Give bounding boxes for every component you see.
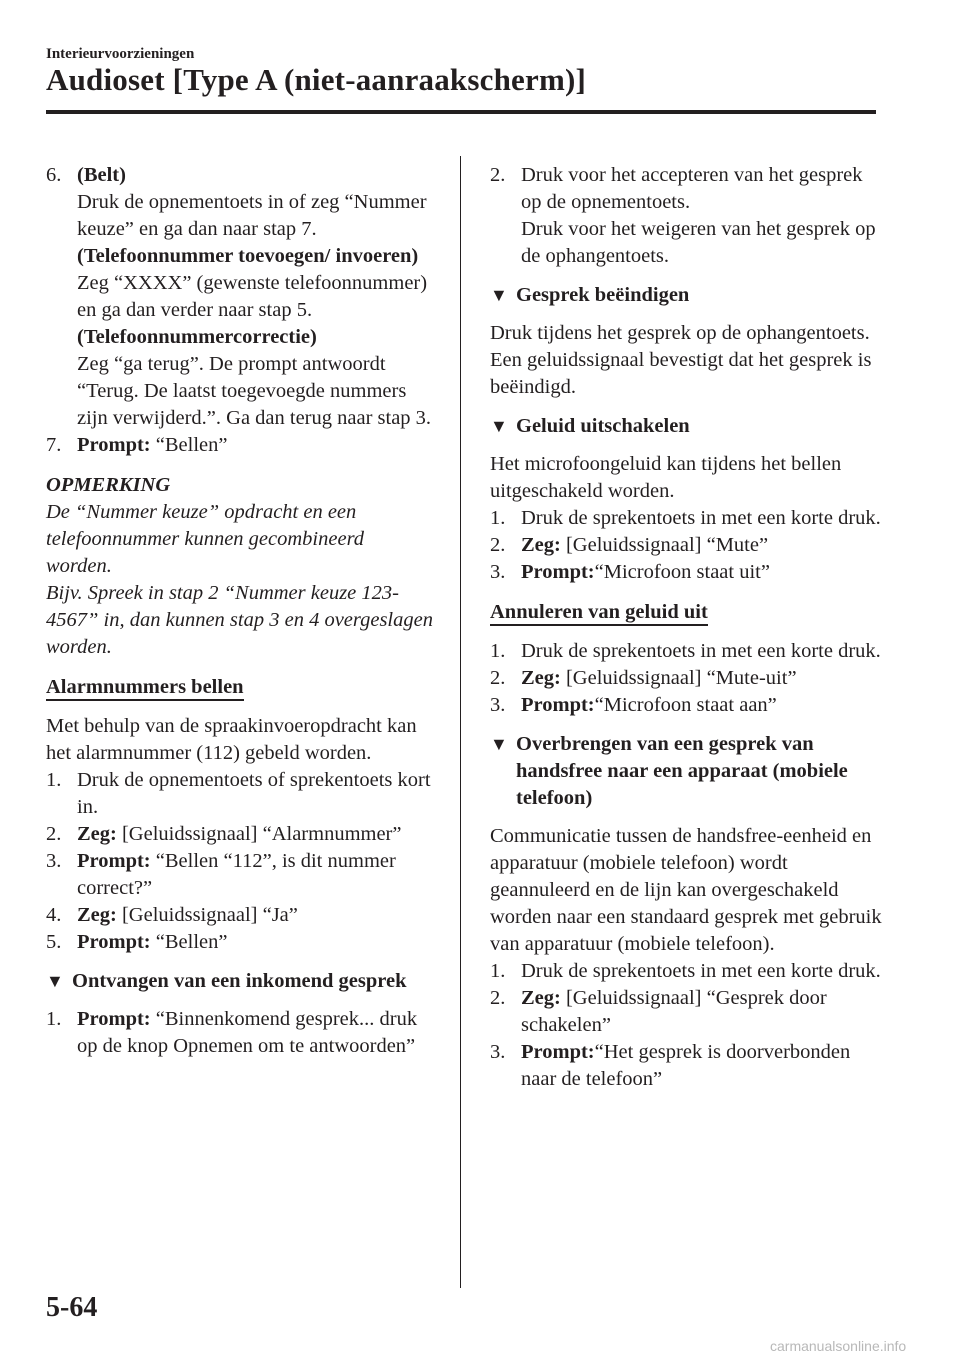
list-item	[490, 665, 882, 692]
list-item	[490, 638, 882, 665]
list-item	[46, 902, 434, 929]
alarm-steps-list	[46, 767, 434, 956]
step-number: 3.	[490, 694, 506, 716]
alarm-numbers-heading: Alarmnummers bellen	[46, 675, 244, 701]
step-number: 2.	[490, 987, 506, 1009]
list-item	[46, 848, 434, 902]
step-text: [Geluidssignaal] “Gesprek door schakelen”	[521, 987, 827, 1036]
list-item	[490, 692, 882, 719]
unmute-heading: Annuleren van geluid uit	[490, 600, 708, 626]
step-label: Prompt:	[77, 931, 151, 953]
end-call-heading	[490, 282, 882, 309]
right-column	[490, 162, 882, 1093]
step-text: Druk voor het accepteren van het gesprek op de opnementoets.	[521, 164, 863, 213]
step-number: 6.	[46, 164, 62, 186]
mute-heading	[490, 413, 882, 440]
step-label: Zeg:	[521, 534, 561, 556]
mute-steps-list	[490, 505, 882, 586]
step-text: [Geluidssignaal] “Mute”	[565, 534, 769, 556]
list-item	[490, 985, 882, 1039]
column-divider	[460, 156, 461, 1288]
step-label: Zeg:	[77, 904, 117, 926]
header-rule	[46, 110, 876, 114]
step-number: 5.	[46, 931, 62, 953]
triangle-down-icon: ▼	[46, 971, 64, 991]
add-number-heading: (Telefoonnummer toevoegen/ invoeren)	[77, 245, 419, 267]
step-label: Prompt:	[521, 561, 595, 583]
step-text: “Microfoon staat uit”	[594, 561, 770, 583]
note-line: Bijv. Spreek in stap 2 “Nummer keuze 123-4567” in, dan kunnen stap 3 en 4 overgeslagen worden.	[46, 582, 433, 658]
step-number: 1.	[46, 1008, 62, 1030]
watermark: carmanualsonline.info	[770, 1338, 907, 1354]
step-item-7	[46, 432, 434, 459]
step-label: Prompt:	[521, 1041, 595, 1063]
step-label: Prompt:	[77, 850, 151, 872]
step-text: Druk de sprekentoets in met een korte druk.	[521, 640, 881, 662]
step-text: [Geluidssignaal] “Ja”	[121, 904, 298, 926]
list-item	[490, 559, 882, 586]
end-call-text: Druk tijdens het gesprek op de ophangentoets. Een geluidssignaal bevestigt dat het gesprek is beëindigd.	[490, 322, 872, 398]
step-label: Prompt:	[521, 694, 595, 716]
step-text: Druk de sprekentoets in met een korte druk.	[521, 507, 881, 529]
page-title: Audioset [Type A (niet-aanraakscherm)]	[46, 62, 587, 97]
list-item	[490, 162, 882, 270]
page-number: 5-64	[46, 1292, 98, 1323]
left-column	[46, 162, 434, 1060]
step-number: 1.	[46, 769, 62, 791]
step-label: Zeg:	[521, 667, 561, 689]
add-number-text: Zeg “XXXX” (gewenste telefoonnummer) en ga dan verder naar stap 5.	[77, 272, 428, 321]
running-header-section: Interieurvoorzieningen	[46, 46, 195, 62]
list-item	[46, 1006, 434, 1060]
belt-heading: (Belt)	[77, 164, 126, 186]
list-item	[490, 958, 882, 985]
step-number: 1.	[490, 507, 506, 529]
unmute-steps-list	[490, 638, 882, 719]
step-text: “Microfoon staat aan”	[594, 694, 777, 716]
step-number: 1.	[490, 960, 506, 982]
triangle-down-icon: ▼	[490, 285, 508, 305]
step-number: 2.	[490, 534, 506, 556]
triangle-down-icon: ▼	[490, 416, 508, 436]
section-heading-text: Ontvangen van een inkomend gesprek	[72, 970, 407, 992]
step-number: 3.	[490, 561, 506, 583]
step-number: 3.	[46, 850, 62, 872]
section-heading-text: Gesprek beëindigen	[516, 284, 690, 306]
transfer-intro: Communicatie tussen de handsfree-eenheid en apparatuur (mobiele telefoon) wordt geannuleerd en de lijn kan overgeschakeld worden naar een standaard gesprek met gebruik van apparatuur (mobiele telefoon).	[490, 825, 882, 955]
correction-heading: (Telefoonnummercorrectie)	[77, 326, 317, 348]
mute-intro: Het microfoongeluid kan tijdens het bellen uitgeschakeld worden.	[490, 453, 842, 502]
step-label: Zeg:	[521, 987, 561, 1009]
step-number: 2.	[490, 164, 506, 186]
list-item	[490, 505, 882, 532]
step-number: 3.	[490, 1041, 506, 1063]
step-text: [Geluidssignaal] “Mute-uit”	[565, 667, 797, 689]
step-number: 2.	[46, 823, 62, 845]
section-heading-text: Geluid uitschakelen	[516, 415, 690, 437]
belt-text: Druk de opnementoets in of zeg “Nummer keuze” en ga dan naar stap 7.	[77, 191, 427, 240]
triangle-down-icon: ▼	[490, 734, 508, 754]
step-label: Prompt:	[77, 1008, 151, 1030]
step-text: “Het gesprek is doorverbonden naar de telefoon”	[521, 1041, 851, 1090]
transfer-call-heading	[490, 731, 882, 812]
list-item	[46, 929, 434, 956]
note-heading: OPMERKING	[46, 474, 171, 496]
step-text: Druk de sprekentoets in met een korte druk.	[521, 960, 881, 982]
correction-text: Zeg “ga terug”. De prompt antwoordt “Terug. De laatst toegevoegde nummers zijn verwijderd.”. Ga dan terug naar stap 3.	[77, 353, 432, 429]
note-body	[46, 499, 434, 661]
step-text: “Bellen”	[155, 931, 228, 953]
transfer-steps-list	[490, 958, 882, 1093]
step-number: 7.	[46, 434, 62, 456]
step-label: Zeg:	[77, 823, 117, 845]
section-heading-text: Overbrengen van een gesprek van handsfree naar een apparaat (mobiele telefoon)	[516, 733, 848, 809]
step-text: “Binnenkomend gesprek... druk op de knop Opnemen om te antwoorden”	[77, 1008, 418, 1057]
step-text: Druk de opnementoets of sprekentoets kort in.	[77, 769, 431, 818]
list-item	[490, 1039, 882, 1093]
step-text: “Bellen “112”, is dit nummer correct?”	[77, 850, 396, 899]
step-number: 4.	[46, 904, 62, 926]
list-item	[46, 767, 434, 821]
step-number: 2.	[490, 667, 506, 689]
step-text: Druk voor het weigeren van het gesprek op de ophangentoets.	[521, 218, 876, 267]
step-label: Prompt:	[77, 434, 151, 456]
step-number: 1.	[490, 640, 506, 662]
list-item	[46, 821, 434, 848]
step-item-6	[46, 162, 434, 432]
step-text: “Bellen”	[155, 434, 228, 456]
step-text: [Geluidssignaal] “Alarmnummer”	[121, 823, 402, 845]
list-item	[490, 532, 882, 559]
alarm-intro: Met behulp van de spraakinvoeropdracht kan het alarmnummer (112) gebeld worden.	[46, 715, 417, 764]
incoming-call-heading	[46, 968, 434, 995]
note-line: De “Nummer keuze” opdracht en een telefoonnummer kunnen gecombineerd worden.	[46, 501, 365, 577]
